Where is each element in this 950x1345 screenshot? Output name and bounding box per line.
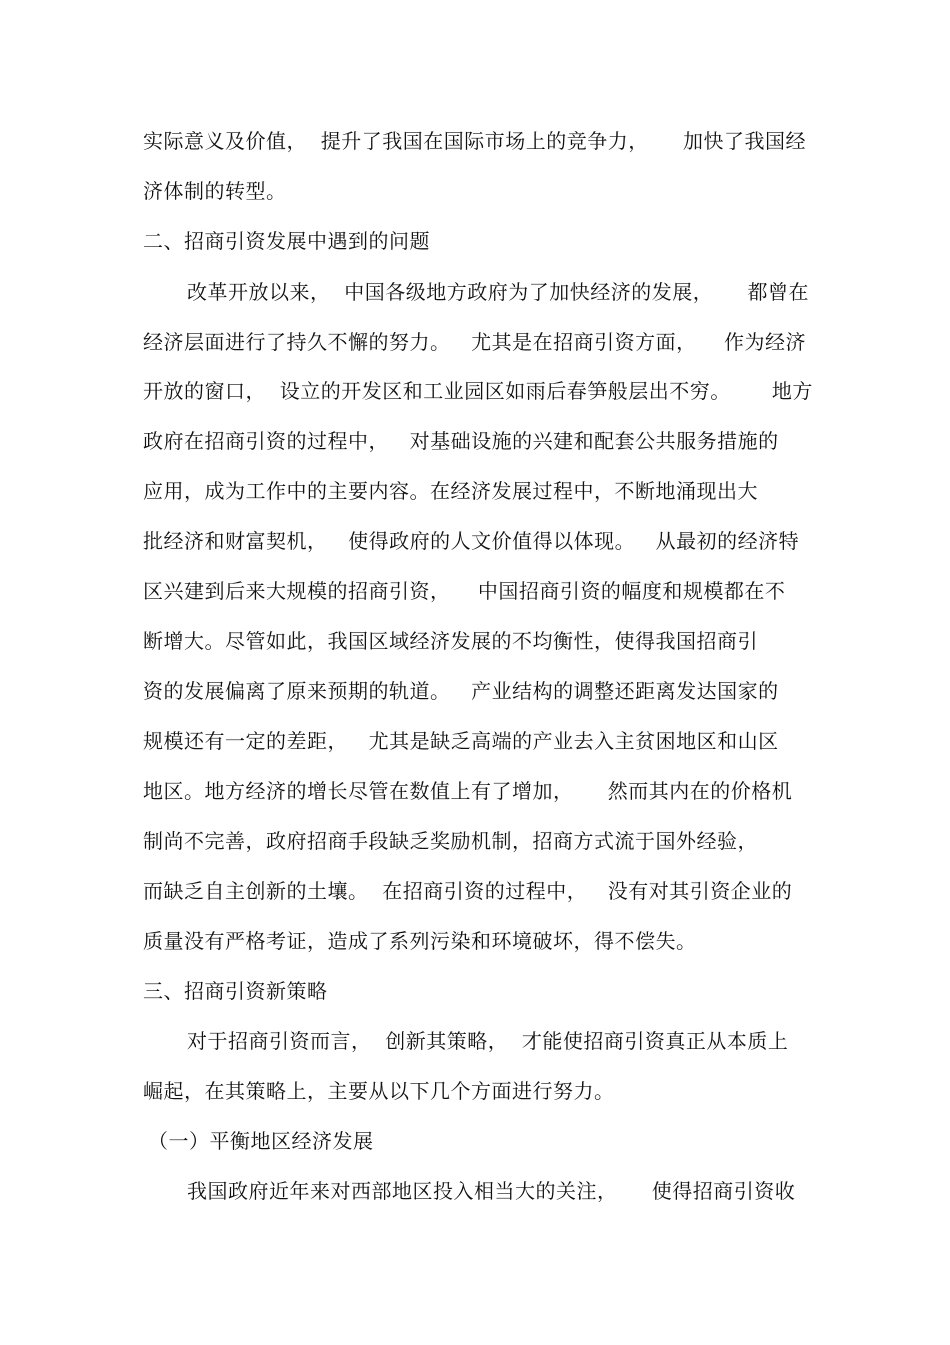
text-line: 改革开放以来， 中国各级地方政府为了加快经济的发展， 都曾在: [187, 280, 810, 304]
section-heading: 二、招商引资发展中遇到的问题: [143, 229, 430, 253]
text-line: 我国政府近年来对西部地区投入相当大的关注， 使得招商引资收: [187, 1179, 796, 1203]
text-line: 开放的窗口， 设立的开发区和工业园区如雨后春笋般层出不穷。 地方: [143, 379, 813, 403]
subsection-heading: （一）平衡地区经济发展: [148, 1129, 374, 1153]
text-line: 崛起，在其策略上，主要从以下几个方面进行努力。: [143, 1079, 615, 1103]
text-line: 规模还有一定的差距， 尤其是缺乏高端的产业去入主贫困地区和山区: [143, 729, 779, 753]
text-line: 政府在招商引资的过程中， 对基础设施的兴建和配套公共服务措施的: [143, 429, 779, 453]
text-line: 批经济和财富契机， 使得政府的人文价值得以体现。 从最初的经济特: [143, 529, 800, 553]
text-line: 而缺乏自主创新的土壤。 在招商引资的过程中， 没有对其引资企业的: [143, 879, 793, 903]
text-line: 实际意义及价值， 提升了我国在国际市场上的竞争力， 加快了我国经: [143, 129, 807, 153]
text-line: 地区。地方经济的增长尽管在数值上有了增加， 然而其内在的价格机: [143, 779, 793, 803]
text-line: 制尚不完善，政府招商手段缺乏奖励机制，招商方式流于国外经验，: [143, 829, 758, 853]
text-line: 济体制的转型。: [143, 179, 287, 203]
text-line: 质量没有严格考证，造成了系列污染和环境破坏，得不偿失。: [143, 929, 697, 953]
text-line: 断增大。尽管如此，我国区域经济发展的不均衡性，使得我国招商引: [143, 629, 758, 653]
text-line: 区兴建到后来大规模的招商引资， 中国招商引资的幅度和规模都在不: [143, 579, 786, 603]
text-line: 资的发展偏离了原来预期的轨道。 产业结构的调整还距离发达国家的: [143, 679, 779, 703]
text-line: 经济层面进行了持久不懈的努力。 尤其是在招商引资方面， 作为经济: [143, 330, 807, 354]
text-line: 对于招商引资而言， 创新其策略， 才能使招商引资真正从本质上: [187, 1029, 789, 1053]
text-line: 应用，成为工作中的主要内容。在经济发展过程中，不断地涌现出大: [143, 479, 758, 503]
section-heading: 三、招商引资新策略: [143, 979, 328, 1003]
